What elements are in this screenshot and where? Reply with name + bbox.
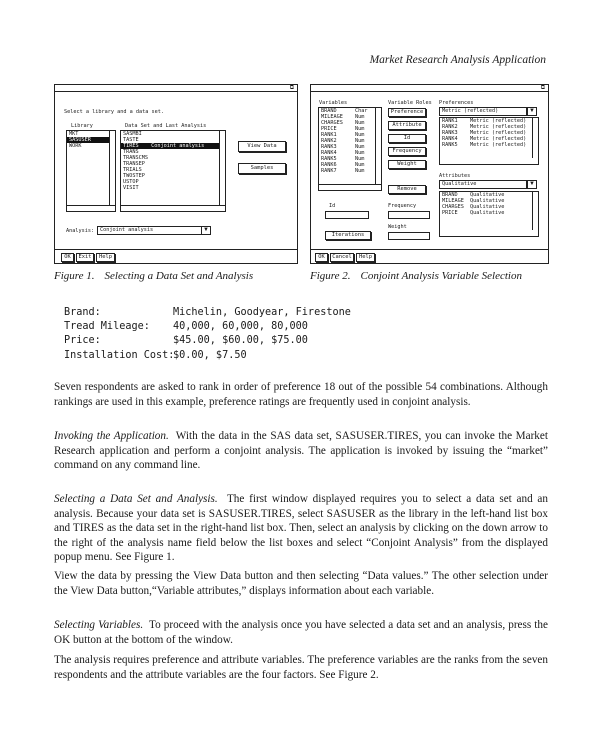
running-header: Market Research Analysis Application xyxy=(369,54,546,66)
variable-list-item-name: RANK1 xyxy=(321,132,337,138)
paragraph-invoking xyxy=(54,429,548,473)
view-data-button[interactable]: View Data xyxy=(238,141,286,152)
spec-row xyxy=(64,334,351,348)
variable-list-item-value: Num xyxy=(355,156,365,162)
variables-label: Variables xyxy=(319,100,348,106)
dataset-list-item[interactable]: VISIT xyxy=(123,185,139,191)
spec-label: Tread Mileage: xyxy=(64,321,150,333)
dataset-scrollbar[interactable] xyxy=(219,131,225,205)
library-hscrollbar[interactable] xyxy=(67,205,115,211)
figure2-caption-number: Figure 2. xyxy=(310,270,351,282)
dataset-list-item[interactable]: TRANSCMS xyxy=(123,155,148,161)
variable-list-item-value: Num xyxy=(355,114,365,120)
figure1-caption xyxy=(54,270,253,282)
preferences-label: Preferences xyxy=(439,100,474,106)
spec-row xyxy=(64,306,351,320)
spec-value: $0.00, $7.50 xyxy=(173,349,247,361)
weight-label: Weight xyxy=(388,224,407,230)
frequency-field[interactable] xyxy=(388,211,430,219)
variable-list-item-name: MILEAGE xyxy=(321,114,343,120)
figure2-window xyxy=(310,84,549,264)
dataset-list-item[interactable]: TRANSEP xyxy=(123,161,145,167)
attribute-list-item-name: MILEAGE xyxy=(442,198,464,204)
dataset-list-item[interactable]: TASTE xyxy=(123,137,139,143)
role-button-weight[interactable]: Weight xyxy=(388,160,426,169)
variables-scrollbar[interactable] xyxy=(375,108,381,184)
dataset-label: Data Set and Last Analysis xyxy=(125,123,207,129)
preference-list-item-value: Metric (reflected) xyxy=(470,136,527,142)
attribute-list-item[interactable] xyxy=(440,210,538,216)
preference-list-item-value: Metric (reflected) xyxy=(470,124,527,130)
preference-list-item-value: Metric (reflected) xyxy=(470,130,527,136)
close-icon[interactable]: ⧉ xyxy=(289,85,294,91)
variable-list-item-name: RANK4 xyxy=(321,150,337,156)
preference-list-item-value: Metric (reflected) xyxy=(470,118,527,124)
preferences-measure-field[interactable]: Metric (reflected) xyxy=(439,107,527,116)
section-heading: Selecting Variables. xyxy=(54,619,144,631)
frequency-label: Frequency xyxy=(388,203,417,209)
paragraph-text: With the data in the SAS data set, SASUSER.TIRES, you can invoke the Market Research application and perform a conjoint analysis. The application is invoked by issuing the “market” command on any command line. xyxy=(54,430,548,471)
variable-list-item-value: Num xyxy=(355,126,365,132)
close-icon[interactable]: ⧉ xyxy=(540,85,545,91)
attribute-list-item-value: Qualitative xyxy=(470,204,505,210)
variable-list-item-value: Num xyxy=(355,138,365,144)
spec-value: $45.00, $60.00, $75.00 xyxy=(173,335,308,347)
spec-label: Installation Cost: xyxy=(64,349,175,361)
library-scrollbar[interactable] xyxy=(109,131,115,205)
attributes-measure-field[interactable]: Qualitative xyxy=(439,180,527,189)
figure1-caption-text: Selecting a Data Set and Analysis xyxy=(104,270,254,282)
dataset-list-item[interactable]: SASMBI xyxy=(123,131,142,137)
dataset-list-item[interactable]: TWOSTEP xyxy=(123,173,145,179)
attribute-list-item-name: PRICE xyxy=(442,210,458,216)
analysis-label: Analysis: xyxy=(66,228,95,234)
variable-list-item-value: Num xyxy=(355,150,365,156)
attributes-dropdown-icon[interactable]: ▼ xyxy=(527,180,537,189)
paragraph-view-data: View the data by pressing the View Data button and then selecting “Data values.” The other selection under the View Data button,“Variable attributes,” displays information about each variable. xyxy=(54,570,548,597)
variable-list-item-value: Char xyxy=(355,108,368,114)
paragraph-respondents: Seven respondents are asked to rank in order of preference 18 out of the possible 54 combinations. Although rankings are used in this example, preference ratings are frequently used in conjoint analysis. xyxy=(54,381,548,408)
figure1-caption-number: Figure 1. xyxy=(54,270,95,282)
instruction-text: Select a library and a data set. xyxy=(64,109,164,115)
analysis-field[interactable]: Conjoint analysis xyxy=(97,226,203,235)
spec-row xyxy=(64,349,351,363)
preference-list-item-name: RANK1 xyxy=(442,118,458,124)
library-list-item[interactable]: SASUSER xyxy=(67,137,115,143)
spec-value: Michelin, Goodyear, Firestone xyxy=(173,307,351,318)
help-button[interactable]: Help xyxy=(356,253,375,262)
attribute-list-item-value: Qualitative xyxy=(470,210,505,216)
attribute-spec-table xyxy=(64,306,351,363)
figure2-titlebar xyxy=(311,85,548,92)
paragraph-preference-attributes: The analysis requires preference and attribute variables. The preference variables are the ranks from the seven respondents and the attribute variables are the four factors. See Figure 2. xyxy=(54,654,548,681)
preference-list-item-name: RANK5 xyxy=(442,142,458,148)
section-heading: Invoking the Application. xyxy=(54,430,169,442)
attributes-label: Attributes xyxy=(439,173,471,179)
attribute-list-item-name: CHARGES xyxy=(442,204,464,210)
dataset-hscrollbar[interactable] xyxy=(121,205,225,211)
variable-list-item-name: RANK3 xyxy=(321,144,337,150)
preference-list-item-value: Metric (reflected) xyxy=(470,142,527,148)
figure2-caption xyxy=(310,270,522,282)
ok-button[interactable]: OK xyxy=(61,253,74,262)
dataset-list-item[interactable]: USTOP xyxy=(123,179,139,185)
preference-list-item-name: RANK4 xyxy=(442,136,458,142)
preference-list-item-name: RANK3 xyxy=(442,130,458,136)
role-button-frequency[interactable]: Frequency xyxy=(388,147,426,156)
remove-button[interactable]: Remove xyxy=(388,185,426,194)
variable-list-item[interactable] xyxy=(319,168,381,174)
dataset-list-item[interactable]: TRANS xyxy=(123,149,139,155)
paragraph-text: To proceed with the analysis once you have selected a data set and an analysis, press the OK button at the bottom of the window. xyxy=(54,619,548,646)
library-list-item[interactable]: MKT xyxy=(69,131,79,137)
attributes-scrollbar[interactable] xyxy=(532,192,538,230)
iterations-button[interactable]: Iterations xyxy=(325,231,371,240)
figure1-divider xyxy=(55,249,297,250)
paragraph-selecting-dataset xyxy=(54,492,548,565)
preferences-scrollbar[interactable] xyxy=(532,118,538,158)
role-button-attribute[interactable]: Attribute xyxy=(388,121,426,130)
samples-button[interactable]: Samples xyxy=(238,163,286,174)
dataset-list-item[interactable]: TRIALS xyxy=(123,167,142,173)
id-label: Id xyxy=(329,203,336,209)
figure2-caption-text: Conjoint Analysis Variable Selection xyxy=(360,270,522,282)
attributes-listbox[interactable] xyxy=(439,191,539,237)
paragraph-text: The first window displayed requires you to select a data set and an analysis. Because your data set is SASUSER.TIRES, select SASUSER as the library in the left-hand list box and TIRES as the data set in the right-hand list box. Then, select an analysis by clicking on the down arrow to the right of the analysis name field below the list boxes and select “Conjoint Analysis” from the displayed popup menu. See Figure 1. xyxy=(54,493,548,563)
variable-list-item-value: Num xyxy=(355,132,365,138)
variable-list-item-name: RANK2 xyxy=(321,138,337,144)
variable-list-item-name: BRAND xyxy=(321,108,337,114)
library-list-item[interactable]: WORK xyxy=(69,143,82,149)
variable-list-item-name: CHARGES xyxy=(321,120,343,126)
spec-row xyxy=(64,320,351,334)
analysis-dropdown-icon[interactable]: ▼ xyxy=(201,226,211,235)
figure1-titlebar xyxy=(55,85,297,92)
library-listbox[interactable] xyxy=(66,130,116,212)
role-button-id[interactable]: Id xyxy=(388,134,426,143)
help-button[interactable]: Help xyxy=(96,253,115,262)
cancel-button[interactable]: Cancel xyxy=(330,253,354,262)
paragraph-selecting-variables xyxy=(54,618,548,647)
attribute-list-item-name: BRAND xyxy=(442,192,458,198)
spec-label: Price: xyxy=(64,335,101,347)
figure1-window xyxy=(54,84,298,264)
variables-listbox[interactable] xyxy=(318,107,382,191)
preferences-listbox[interactable] xyxy=(439,117,539,165)
role-button-preference[interactable]: Preference xyxy=(388,108,426,117)
variable-list-item-value: Num xyxy=(355,120,365,126)
variable-list-item-name: RANK6 xyxy=(321,162,337,168)
variable-list-item-value: Num xyxy=(355,162,365,168)
preference-list-item-name: RANK2 xyxy=(442,124,458,130)
spec-label: Brand: xyxy=(64,307,101,318)
spec-value: 40,000, 60,000, 80,000 xyxy=(173,321,308,333)
variable-list-item-name: PRICE xyxy=(321,126,337,132)
variables-hscrollbar[interactable] xyxy=(319,184,381,190)
dataset-listbox[interactable] xyxy=(120,130,226,212)
attribute-list-item-value: Qualitative xyxy=(470,198,505,204)
preference-list-item[interactable] xyxy=(440,142,538,148)
variable-list-item-value: Num xyxy=(355,168,365,174)
section-heading: Selecting a Data Set and Analysis. xyxy=(54,493,218,505)
preferences-dropdown-icon[interactable]: ▼ xyxy=(527,107,537,116)
weight-field[interactable] xyxy=(388,232,430,240)
exit-button[interactable]: Exit xyxy=(76,253,94,262)
figure2-divider xyxy=(311,249,548,250)
library-label: Library xyxy=(71,123,93,129)
attribute-list-item-value: Qualitative xyxy=(470,192,505,198)
roles-label: Variable Roles xyxy=(388,100,432,106)
id-field[interactable] xyxy=(325,211,369,219)
variable-list-item-value: Num xyxy=(355,144,365,150)
variable-list-item-name: RANK7 xyxy=(321,168,337,174)
dataset-list-item[interactable]: TIRES Conjoint analysis xyxy=(121,143,225,149)
ok-button[interactable]: OK xyxy=(315,253,328,262)
variable-list-item-name: RANK5 xyxy=(321,156,337,162)
